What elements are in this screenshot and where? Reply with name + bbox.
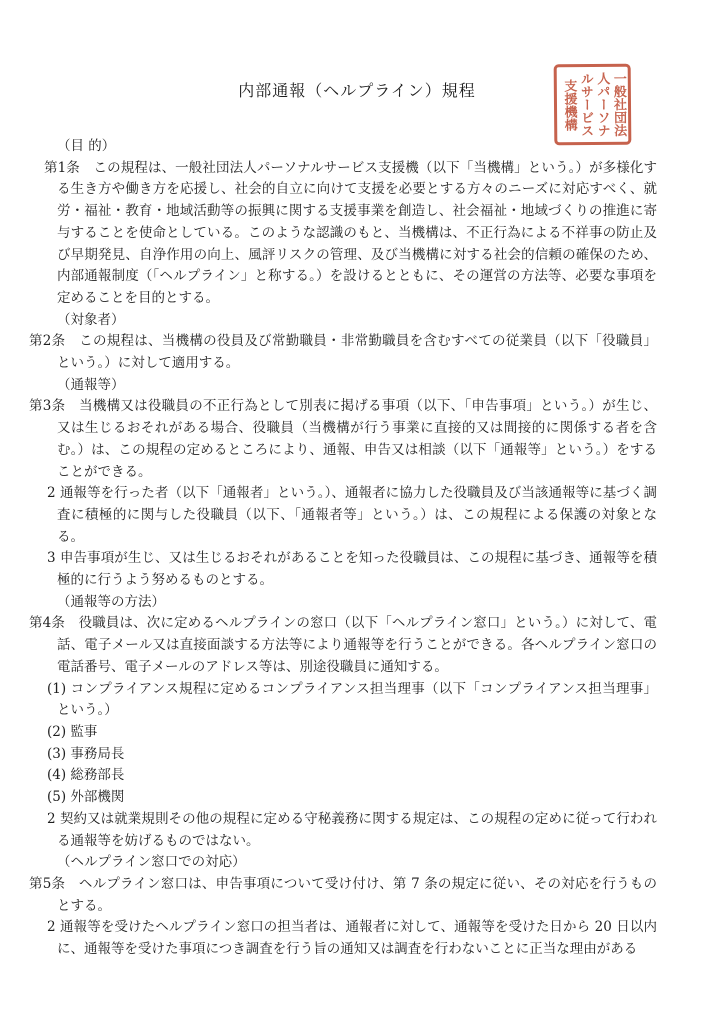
sub-paragraph: 2 契約又は就業規則その他の規程に定める守秘義務に関する規定は、この規程の定めに従って行われる通報等を妨げるものではない。 bbox=[47, 810, 657, 849]
article-paragraph: 第2条 この規程は、当機構の役員及び常勤職員・非常勤職員を含むすべての従業員（以下「役職員」という。）に対して適用する。 bbox=[29, 333, 657, 372]
article-paragraph: 第5条 ヘルプライン窓口は、申告事項について受け付け、第 7 条の規定に従い、その対応を行うものとする。 bbox=[29, 875, 657, 914]
sub-paragraph: 3 申告事項が生じ、又は生じるおそれがあることを知った役職員は、この規程に基づき、通報等を積極的に行うよう努めるものとする。 bbox=[47, 550, 657, 589]
section-heading: （通報等の方法） bbox=[57, 593, 165, 610]
list-item: (4) 総務部長 bbox=[47, 767, 125, 784]
article-paragraph: 第1条 この規程は、一般社団法人パーソナルサービス支援機（以下「当機構」という。）が多様化する生き方や働き方を応援し、社会的自立に向けて支援を必要とする方々のニーズに対応すべく、就労・福祉・教育・地域活動等の振興に関する支援事業を創造し、社会福祉・地域づくりの推進に寄与することを使命としている。このような認識のもと、当機構は、不正行為による不祥事の防止及び早期発見、自浄作用の向上、風評リスクの管理、及び当機構に対する社会的信頼の確保のため、内部通報制度（「ヘルプライン」と称する。）を設けるとともに、その運営の方法等、必要な事項を定めることを目的とする。 bbox=[44, 159, 657, 306]
article-paragraph: 第3条 当機構又は役職員の不正行為として別表に掲げる事項（以下、「申告事項」という。）が生じ、又は生じるおそれがある場合、役職員（当機構が行う事業に直接的又は間接的に関係する者を含む。）は、この規程の定めるところにより、通報、申告又は相談（以下「通報等」という。）をすることができる。 bbox=[29, 398, 657, 480]
section-heading: （対象者） bbox=[57, 311, 125, 328]
list-item: (3) 事務局長 bbox=[47, 745, 125, 762]
list-item: (5) 外部機関 bbox=[47, 789, 125, 806]
section-heading: （通報等） bbox=[57, 376, 125, 393]
section-heading: （目 的） bbox=[57, 138, 116, 154]
sub-paragraph: 2 通報等を受けたヘルプライン窓口の担当者は、通報者に対して、通報等を受けた日から 20 日以内に、通報等を受けた事項につき調査を行う旨の通知又は調査を行わないことに正当な理由がある bbox=[47, 919, 657, 958]
list-item: (1) コンプライアンス規程に定めるコンプライアンス担当理事（以下「コンプライアンス担当理事」という。） bbox=[47, 680, 657, 719]
list-item: (2) 監事 bbox=[47, 723, 98, 740]
section-heading: （ヘルプライン窓口での対応） bbox=[57, 854, 246, 871]
article-paragraph: 第4条 役職員は、次に定めるヘルプラインの窓口（以下「ヘルプライン窓口」という。）に対して、電話、電子メール又は直接面談する方法等により通報等を行うことができる。各ヘルプライン窓口の電話番号、電子メールのアドレス等は、別途役職員に通知する。 bbox=[29, 615, 657, 675]
sub-paragraph: 2 通報等を行った者（以下「通報者」という。）、通報者に協力した役職員及び当該通報等に基づく調査に積極的に関与した役職員（以下、「通報者等」という。）は、この規程による保護の対象となる。 bbox=[47, 485, 657, 545]
company-seal-stamp: 一般社団法人パーソナルサービス支援機構 bbox=[554, 64, 632, 146]
page-title: 内部通報（ヘルプライン）規程 bbox=[238, 81, 476, 100]
document-body bbox=[29, 136, 657, 961]
